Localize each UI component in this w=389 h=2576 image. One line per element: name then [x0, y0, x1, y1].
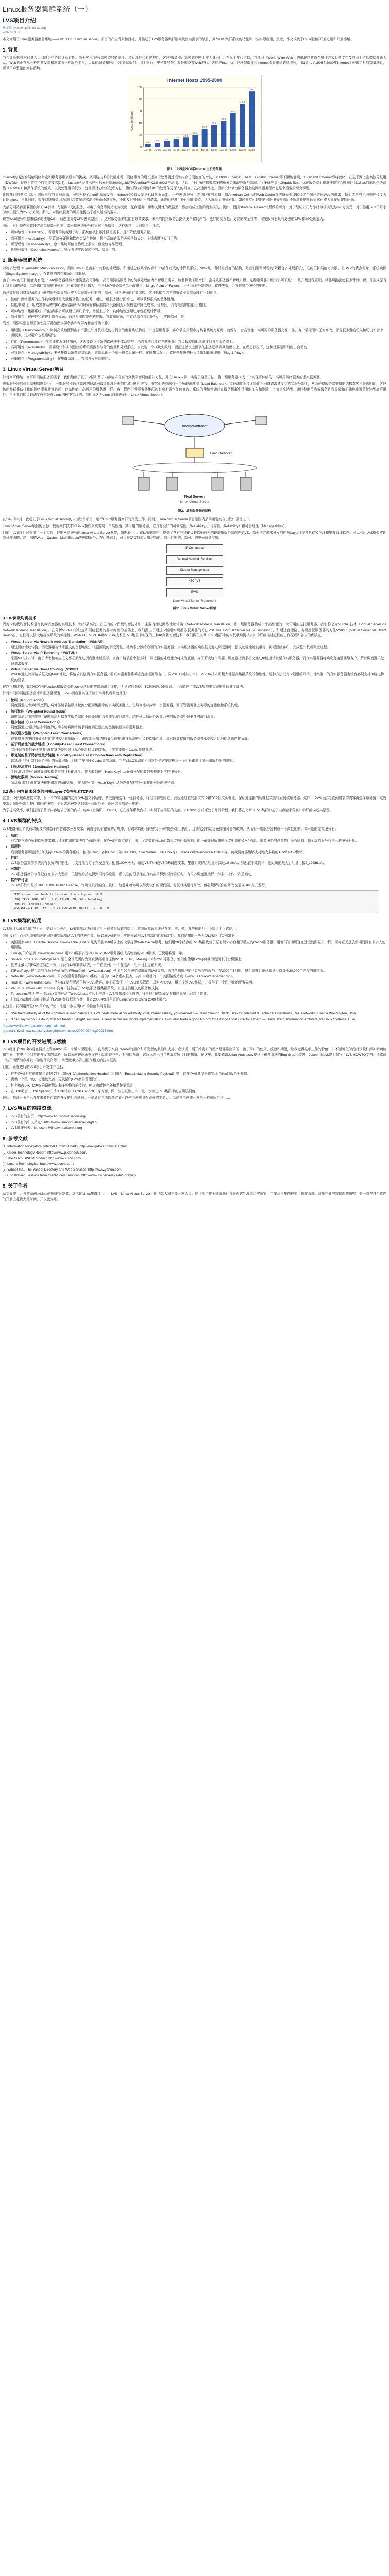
list-item: • Linux的门户站点（www.linux.com）用LVS将很多台VA Linux SMP服务器组成高性能的WEB服务，已使用将近一年。 [11, 951, 386, 956]
list-item: • 红旗Linux和中软都提供基于LVS的集群解决方案，并在2000年9月召开的Linux World China 2000上展示。 [11, 997, 386, 1003]
bar [221, 121, 226, 147]
client-icon [256, 416, 267, 425]
algo-name: 带复制的基于局部性最少链接（Locality-Based Least Connections with Replication） [11, 754, 145, 758]
figure-caption: 图2：虚拟服务器的结构 [178, 510, 211, 513]
section-heading: 8. 参考文献 [3, 1136, 28, 1142]
paragraph: 为了提高效率，我们提出了基于内容请求分发的内核Layer-7交换机KTCPVS，它在操作系统内核中实现了应用层的交换。KTCPVS目前还处于开发阶段，我们将在文章《LVS集群中基于内容请求分发》中详细描述其原理。 [3, 808, 333, 812]
architecture-diagram [110, 401, 280, 504]
feature-name: 性能 [11, 856, 18, 860]
lan-ring [133, 463, 257, 473]
reference-item: [5] Yahoo! Inc., The Yahoo! Directory and Web Services, http://www.yahoo.com/ [3, 1168, 123, 1172]
data-label: 43.2 [221, 118, 226, 121]
list-item: • 扩充IPVS对其他传输协议的支持，如AH（Authentication Header）和ESP（Encapsulating Security Payload）等，这样IPVS调度器将实现IPSec的服务器集群。 [11, 1072, 386, 1077]
list-item: • LVS项目的中文站点：http://www.linuxvirtualserver.org/zh/ [11, 1120, 386, 1125]
data-label: 6.6 [155, 140, 159, 143]
list-item: • 性能/价格比：组成集群系统的PC服务器或RISC服务器和标准网络设备因为大规模生产降低成本，价格低，具有最高的性能/价格比。 [11, 303, 386, 308]
paragraph: 在以下描述中，我们称客户的socket和服务器的socket之间的数据通讯为连接，无论它们是使用TCP还是UDP协议。下面简述当前LVS集群中实现的负载调度算法： [3, 685, 246, 689]
section-heading: 6. LVS项目的开发进展与感触 [3, 1039, 66, 1045]
list-item: • SourceForge（sourceforge.net）是在全球范围内为开发源码项目提供WEB、FTP、Mailing List和CVS等服务，他们也使用LVS将负载调度到十几台机器上。 [11, 957, 386, 962]
references [3, 1144, 386, 1178]
figure-caption: 图3：Linux Virtual Server框架 [173, 607, 216, 611]
real-server-icon [240, 477, 251, 490]
paragraph: 因为IP负载均衡技术是在负载调度器的实现技术中效率最高的。在已有的IP负载均衡技术中，主要有通过网络地址转换（Network Address Translation）将一组服务器构成一个高性能的、高可用的虚拟服务器，我们称之为VS/NAT技术（Virtual Server via Network Address Translation）。在分析VS/NAT的缺点和网络服务的非对称性的基础上，我们提出了通过IP隧道实现虚拟服务器的方法VS/TUN（Virtual Server via IP Tunneling），和通过直接路由实现虚拟服务器的方法VS/DR（Virtual Server via Direct Routing），它们可以极大地提高系统的伸缩性。VS/NAT、VS/TUN和VS/DR技术是LVS集群中实现的三种IP负载均衡技术，我们将在文章《LVS集群中的IP负载均衡技术》中详细描述它们的工作原理和各自的优缺点。 [3, 623, 386, 637]
bar [249, 91, 255, 147]
list-item [11, 844, 386, 855]
stack-layer: IP Commerce [166, 544, 223, 553]
list-item [11, 640, 386, 650]
stack-layer: Cluster Management [166, 566, 223, 575]
reference-item: [2] Gilder Technology Report, http://www.gildertech.com/ [3, 1150, 88, 1155]
data-label: 56.2 [230, 110, 235, 113]
paragraph: 由于SMP的可扩展能力有限，SMP服务器显然不能满足高可伸缩、高可用网络服务中的负载处理能力不断增长需求。随着负载不断增长，会导致服务器不断地升级。这种服务器升级有下列不足：一是升级过程繁琐，机器切换会使服务暂时中断，并造成原有计算资源的浪费；二是越往高端的服务器，所花费的代价越大；三是SMP服务器是单一故障点（Single Point of Failure），一旦该服务器或应用软件失效，会导致整个服务的中断。 [3, 279, 386, 288]
paragraph: 目前，正在进行的LVS项目开发工作包括： [3, 1065, 67, 1069]
page-title: Linux服务器集群系统（一） [3, 5, 92, 13]
internet-label: Internet/Intranet [181, 425, 208, 429]
byline [3, 26, 386, 36]
list-item: • 高可用性（Availability）：需要设计和实现很好的系统资源和故障的监测和处理系统。当发现一个模块失败时，要把这模块上提供的服务迁移到其他模块上。在理想状况下，这种迁移是即时的、自动的。 [11, 345, 386, 350]
data-label: 36.7 [211, 122, 216, 125]
ipvs-techs-list [11, 640, 386, 683]
x-tick-label: Jul 95 [154, 149, 161, 152]
cluster-pros-list [11, 297, 386, 320]
algorithms-list [11, 698, 386, 786]
paragraph: 目前，LVS项目已提供了一个实现可伸缩网络服务的Linux Virtual Server框架，如图3所示。在LVS框架中，提供了含有三种IP负载均衡技术的IP虚拟服务器软件IPVS、基于内容请求分发的内核Layer-7交换机KTCPVS和集群管理软件。可以利用LVS框架实现高可伸缩的、高可用的Web、Cache、Mail和Media等网络服务；在此基础上，可以开发支持庞大用户数的、高可伸缩的、高可用的电子商务应用。 [3, 531, 386, 540]
list-item [11, 698, 386, 708]
list-item: • VA Linux（www.valinux.com）向客户提供基于LVS的服务器集群系统，并且提供相关的服务和支持。 [11, 986, 386, 991]
list-item: • 价格有效性（Cost-effectiveness），整个系统实现是经济的、易支付的。 [11, 248, 386, 253]
x-tick-label: Jul 00 [248, 149, 255, 152]
feature-desc: 后端服务器可运行任何支持TCP/IP的操作系统，包括Linux，各种Unix（如FreeBSD、Sun Solaris、HP Unix等），Mac/OS和Windows NT/2000等。负载调度器能够支持绝大多数的TCP和UDP协议。 [11, 850, 306, 854]
list-item [11, 856, 386, 866]
algo-name: 加权最少链接（Weighted Least Connections） [11, 732, 85, 736]
data-label: 29.7 [201, 126, 207, 129]
paragraph: 针对高可伸缩、高可用网络服务的需求，我们给出了基于IP层和基于内容请求分发的负载平衡调度解决方法，并在Linux内核中实现了这些方法，将一组服务器构成一个实现可伸缩的、高可用网络服务的虚拟服务器。 [3, 376, 324, 380]
data-label: 16.1 [183, 134, 188, 138]
list-item: • 可伸缩性：集群系统中的结点数目可以增长到几千个，乃至上万个，其伸缩性远超过单台超级计算机。 [11, 309, 386, 314]
tech-desc: 通过网络地址转换，调度器重写请求报文的目标地址，根据预设的调度算法，将请求分派给后端的真实服务器；真实服务器的响应报文通过调度器时，报文的源地址被重写，再返回给客户，完成整个负载调度过程。 [11, 646, 330, 650]
list-item [11, 731, 386, 741]
y-tick-label: 80 [138, 98, 142, 101]
list-item [11, 753, 386, 764]
reference-item: [1] Information Navigators, Internet Growth Charts, http://navigators.com/stats.html [3, 1145, 127, 1149]
list-item: • 透明性（Transparency）：如何高效地使得由多个独立计算机组成的松耦合的集群系统构成一个虚拟服务器；客户端应用程序与集群系统交互时，就像与一台高性能、高可用的服务器交互一样，客户端无须作任何修改。部分服务器的切入和切出不会中断服务，这对用户也是透明的。 [11, 328, 386, 338]
link-line [225, 420, 256, 425]
bar [240, 104, 245, 147]
x-tick-label: Jan 00 [238, 149, 246, 152]
tech-name: Virtual Server via IP Tunneling（VS/TUN） [11, 651, 79, 655]
paragraph: 在1998年5月，我成立了Linux Virtual Server的自由软件项目，进行Linux服务器集群的开发工作。同时，Linux Virtual Server项目是国内最早出现的自由软件项目之一。 [3, 517, 253, 521]
list-item: • 世界上最大的PC制造商之一采用了两个LVS集群系统，一个在美洲，一个在欧洲，用于网上直销系统。 [11, 963, 386, 968]
x-tick-label: Jul 98 [210, 149, 217, 152]
data-label: 93 [250, 89, 253, 92]
data-label: 4.9 [146, 141, 150, 144]
stack-layer: General Network Services [166, 555, 223, 564]
x-tick-label: Jan 98 [200, 149, 208, 152]
bar [211, 125, 217, 147]
paragraph: LVS项目于1998年5月在网站上发布IPVS第一个版本源程序，一直得到了来自Internet的用户和开发者的鼓励和支持。应该说，刚开始发布的程序是非常简单的，由于用户的使用、反馈和期望，让我觉得这项工作的价值，并不断地化时间对该软件添加新功能和完善，其中也得到其他开发者的帮助，所以该软件逐渐发展成为功能较齐全、有用的系统，这远远超出我当初成立项目时的想象。在这里，我要感谢Julian Anastasov提供了很多系统的Bug fixes和改进，Joseph Mack博士编写了LVS HOWTO文档；还感谢一些厂商赞助我开发（如硬件设备等），和赞助我多次出国作相关的技术报告。 [3, 1048, 386, 1062]
chart-ylabel: Hosts (millions) [130, 110, 134, 132]
bar [230, 113, 235, 147]
algo-name: 轮叫（Round Robin） [11, 699, 46, 703]
paragraph: 比较热门的站点会吸引前所未有的访问流量，例如根据Yahoo的新闻发布，Yahoo已经每天发送6.25亿页面[5]。一些网络服务也收到巨额的流量，如American Online的Web Cache系统每天处理50.2亿个用户访问Web的请求，每个请求的平均响应长度为5.5Kbytes。与此同时，很多网络服务因为访问次数爆炸式地增长而不堪重负，不能及时处理用户的请求，导致用户进行长时间的等待，大大降低了服务质量。如何建立可伸缩的网络服务来满足不断增长的负载需求已成为迫在眉睫的问题。 [3, 193, 386, 202]
needs-list [11, 230, 386, 253]
paragraph: 我们没有上百台机器和高速的网络来实际测试LVS的终极性能，所以举LVS的应用实例来说明LVS的高性能和稳定性。我们所知的一些大型LVS应用实例如下： [3, 934, 238, 938]
tech-name: Virtual Server via Direct Routing（VS/DR） [11, 668, 80, 672]
section-heading: 3. Linux Virtual Server项目 [3, 366, 64, 372]
list-item [11, 742, 386, 753]
list-item [11, 765, 386, 775]
tech-name: Virtual Server via Network Address Translation（VS/NAT） [11, 640, 106, 644]
x-tick-label: Jul 97 [191, 149, 198, 152]
stack-caption: Linux Virtual Server Framework [173, 599, 216, 603]
x-tick-label: Jan 96 [163, 149, 171, 152]
subsection-heading: 3.2 基于内容请求分发的内核Layer-7交换机KTCPVS [3, 789, 94, 794]
paragraph: Internet的飞速发展给网络带宽和服务器带来巨大的挑战。从网络技术的发展来看，网络带宽的增长远高于处理器速度和内存访问速度的增长，如100M Ethernet、ATM、Gigabit Ethernet等不断地涌现，10Gigabit Ethernet即将就绪，在主干网上密集波分复用（DWDM）将成为宽带IP的主流技术[2,3]，Lucent已经推出在一根光纤跑800Gigabit的WaveStar™ OLS 800G产品[4]。所以，我们深信越来越多的瓶颈会出现在服务器端。很多研究显示Gigabit Ethernet在服务器上很难使得其吞吐率达到1Gb/s的原因是协议栈（TCP/IP）和操作系统的低效，以及处理器的低效，这需要对协议的处理方法、操作系统的调度和IO的处理作更深入的研究。在高速网络上，重新设计单台服务器上的网络服务程序也是个重要的研究课题。 [3, 176, 386, 190]
paragraph: 最后，我谈一下自己多年来做自由软件开发的几点感触。一是通过自由软件方式可以使得软件具有顽强的生命力。二是自由软件开发是一种国际合作…… [3, 1096, 230, 1100]
data-label: 12.9 [173, 136, 179, 139]
resources-list [11, 1114, 386, 1131]
tech-desc: VS/DR通过改写请求报文的MAC地址，将请求发送到真实服务器，而真实服务器将响应直接返回给客户。同VS/TUN技术一样，VS/DR技术可极大地提高集群系统的伸缩性。这种方法没有IP隧道的开销，对集群中的真实服务器也没有必须支持IP隧道协议的要求。 [11, 673, 384, 682]
quote: • "I can say without a doubt that lvs toasts F5/BigIP solutions, at least in our real world implementations. I wouldn't trade a good lvs box for a Cisco Local Director either." — Drew Streib, Information Architect, VA Linux Systems, USA [11, 1017, 386, 1022]
client-icon [123, 416, 134, 425]
bar [164, 141, 170, 147]
list-item: • 提供一个统一的、功能较完善、更灵活的LVS集群管理软件。 [11, 1077, 386, 1082]
list-item: • LVS邮件列表：lvs-users@linuxvirtualserver.org [11, 1126, 386, 1131]
list-item: • RedHat（www.redhat.com）从其6.1发行版起已包含LVS代码，他们开发了一个LVS集群管理工具叫Piranha，用于控制LVS集群，并提供了一个图形化的配置界面。 [11, 980, 386, 986]
list-item [11, 651, 386, 667]
x-tick-label: Jan 97 [181, 149, 190, 152]
algo-name: 最少链接（Least Connections） [11, 721, 62, 725]
paragraph: 在这里，再引用两位LVS用户的评论，来进一步说明LVS的性能和可靠性。 [3, 1005, 114, 1009]
publish-date: 2002 年 3 月 [3, 31, 20, 35]
quote: • "We tried virtually all of the commercial load balancers, LVS beats them all for reliability, cost, manageability, you-name-it." — Jerry Glomph Black, Director, Internet & Technical Operations, Real Networks, Seattle Washington, USA [11, 1011, 386, 1016]
load-balancer-icon [186, 448, 204, 457]
algo-desc: 调度器通过"加权轮叫"调度算法根据真实服务器的不同处理能力来调度访问请求。这样可以保证处理能力强的服务器处理更多的访问流量。 [11, 715, 217, 719]
paragraph: 当今计算机技术已进入以网络为中心的计算时期。由于客户/服务器模型的简单性、易管理性和易维护性，客户/服务器计算模式在网上被大量采用。在九十年代中期，万维网（World Wide Web）的出现以其简单操作方式将图文并茂的网上信息带给普通大众，Web也正在从一种内容发送机制成为一种服务平台，大量的服务和应用（如新闻服务、网上银行、电子商务等）都是围绕着Web进行。这促进Internet用户剧烈增长和Internet流量爆炸式地增长，图1显示了1995至2000年Internet上使用主机的数量统计，可见用户数量的增长趋势。 [3, 56, 386, 71]
page-subtitle: LVS项目介绍 [3, 17, 36, 24]
paragraph: LVS项目从成立到现在为止，受到不少关注，LVS集群系统已被应用于很多重负载的站点，就我所知该系统已在美、英、德、澳等国的几十个站点上正式使用。 [3, 927, 240, 931]
y-tick-label: 60 [138, 110, 142, 113]
algo-desc: "源地址散列"调度算法根据请求的源IP地址，作为散列键（Hash Key）从静态分配的散列表找出对应的服务器。 [11, 781, 178, 785]
code-block: IPVS connection hash table size (the Nth power of 2) [NO] IPVS: WRR, WLC, LBLC, LBLCR, DH, SH scheduling [NO] FTP protocol helper 192.168.1.1:80 rr -> 10.0.0.2:80 Route 1 0 0 [10, 890, 379, 913]
y-tick-label: 100 [137, 86, 142, 89]
list-item: • 扩充和改进KTCPVS的调度算法和多种协议的支持，使之功能较完备和系统更稳定。 [11, 1083, 386, 1089]
x-tick-label: Jan 95 [144, 149, 151, 152]
bar [183, 137, 189, 147]
hosts-chart [128, 75, 262, 162]
y-tick-label: 40 [138, 122, 142, 125]
list-item [11, 667, 386, 683]
y-tick-label: 0 [140, 145, 142, 149]
real-server-icon [166, 477, 178, 490]
bar [201, 129, 207, 146]
x-tick-label: Jan 99 [219, 149, 227, 152]
paragraph: LVS集群采用IP负载均衡技术和基于内容请求分发技术。调度器具有很好的吞吐率，将请求均衡地转移到不同的服务器上执行，且调度器自动屏蔽掉服务器的故障，从而将一组服务器构成一个高性能的、高可用的虚拟服务器。 [3, 827, 339, 831]
feature-desc: LVS服务器集群系统具有良好的伸缩性，可支持几百万个并发连接。配置100M网卡，采用VS/TUN或VS/DR调度技术，集群系统的吞吐量可高达1Gbits/s；如配置千兆网卡，则系统的最大吞吐量可接近10Gbits/s。 [11, 861, 327, 866]
algo-name: 基于局部性的最少链接（Locality-Based Least Connections） [11, 742, 107, 747]
section-heading: 4. LVS集群的特点 [3, 818, 42, 824]
paragraph: 通过高性能网络或局域网互联的服务器集群正成为实现高可伸缩的、高可用网络服务的有效结构。这种松耦合结构的服务器集群系统有下列优点： [3, 291, 220, 295]
article [3, 0, 386, 1214]
list-item: • LVS项目的主页：http://www.linuxvirtualserver.org/ [11, 1114, 386, 1120]
paragraph: 现在Web服务中越来越多地使用CGI、动态主页等CPU密集型应用，这对服务器的性能有较高要求。未来的网络服务会提供更丰富的内容、更好的交互性、更高的安全性等，需要服务器具有更强的CPU和I/O处理能力。 [3, 217, 327, 221]
list-item: • 在TCP粘合（TCP Splicing）和TCP转移（TCP Handoff）等方面，做一些尝试性工作，进一步改进LVS集群中的应用层调度。 [11, 1089, 386, 1094]
chart-title: Internet Hosts 1995-2000 [167, 77, 222, 83]
list-item: • 可编程性（Programmability）：在集群系统上，容易开发应用程序。 [11, 357, 386, 362]
author-email: (wensong@linux-vs.org) [12, 26, 46, 30]
list-item [11, 720, 386, 731]
reference-item: [4] Lucent Technologies, http://www.lucent.com/ [3, 1162, 74, 1166]
feature-name: 适用性 [11, 845, 21, 849]
list-item [11, 878, 386, 888]
feature-name: 软件许可证 [11, 878, 28, 882]
algo-name: 源地址散列（Source Hashing） [11, 776, 61, 780]
stack-layer: KTCPVS [166, 577, 223, 586]
paragraph: 当然，用服务器集群系统实现可伸缩网络服务也存在很多挑战性的工作： [3, 321, 111, 326]
section-heading: 1. 背景 [3, 47, 18, 53]
list-item: • 可伸缩性（Scalability），当服务的负载增长时，系统能被扩展来满足需求，且不降低服务质量。 [11, 230, 386, 235]
quotes-list [11, 1011, 386, 1022]
tech-desc: 采用NAT技术时，由于请求和响应报文都必须经过调度器地址重写，当客户请求越来越多时，调度器的处理能力将成为瓶颈。为了解决这个问题，调度器把请求报文通过IP隧道转发至真实服务器，而真实服务器将响应直接返回给客户，所以调度器只处理请求报文。 [11, 656, 384, 666]
paragraph: 大部分网站都需要提供每天24小时、每星期7天的服务，对电子商务等网站尤为突出，任何服务中断和关键性的数据丢失都会造成直接的商业损失。例如，根据Strategic Research所做的研究，对于经纪公司每小时停机损失为690万美元，对于信用卡公司每小时停机损失为255万美元。所以，对网络服务的可用性提出了越来越高的要求。 [3, 205, 386, 214]
algo-desc: 该算法也是针对目标IP地址的负载均衡，目前主要用于Cache集群系统。它与LBLC算法的不同之处是它要维护从一个目标IP地址到一组服务器的映射。 [11, 759, 236, 763]
paragraph: 虚拟服务器的体系结构如图2所示，一组服务器通过高速的局域网或者地理分布的广域网相互连接，在它们的前端有一个负载调度器（Load Balancer）。负载调度器能无缝地将网络请求调度到真实服务器上，从而使得服务器集群的结构对客户是透明的，客户访问集群系统提供的网络服务就像访问一台高性能、高可用的服务器一样。客户程序不受服务器集群的影响不需作任何修改。系统的伸缩性通过在服务机群中透明地加入和删除一个节点来达到，通过检测节点或服务进程故障和正确地重置系统达到高可用性。由于我们的负载调度技术是在Linux内核中实现的，我们称之为Linux虚拟服务器（Linux Virtual Server）。 [3, 382, 386, 397]
feature-desc: LVS集群软件是按GPL（GNU Public License）许可证发行的自由软件，这意味着你可以得到软件的源代码，有权对其进行修改，但必须保证你的修改也是以GPL方式发行。 [11, 884, 268, 887]
feature-desc: 有实现三种IP负载均衡技术和八种连接调度算法的IPVS软件。在IPVS内部实现上，采用了高效的Hash函数和垃圾回收机制，能正确处理所调度报文相关的ICMP消息。虚拟服务的设置数目没有限制，每个虚拟服务有自己的服务器集。 [11, 839, 359, 843]
feature-name: 可靠性 [11, 867, 21, 871]
section-heading: 7. LVS项目的网络资源 [3, 1106, 52, 1112]
figure-caption: 图1：1995至2000年Internet主机的数量 [167, 168, 222, 172]
bar [145, 144, 150, 147]
data-label: 9.5 [164, 138, 168, 141]
subsection-heading: 3.1 IP负载均衡技术 [3, 615, 37, 620]
algo-desc: 调度器通过"最少连接"调度算法动态地将网络请求调度到已建立的链接数最少的服务器上。 [11, 726, 146, 730]
mail-archive-link[interactable]: http://www.linuxvirtualserver.org/mail.html [3, 1024, 65, 1028]
paragraph: 针对不同的网络服务需求和服务器配置，IPVS调度器实现了如下八种负载调度算法： [3, 691, 129, 696]
lvs-label: Linux Virtual Server [180, 500, 209, 504]
algo-name: 加权轮叫（Weighted Round Robin） [11, 709, 69, 714]
data-label: 19.5 [192, 132, 198, 135]
real-server-icon [212, 477, 223, 490]
paragraph: Linux Virtual Server项目的目标：使用集群技术和Linux操作系统实现一个高性能、高可用的服务器，它具有很好的可伸缩性（Scalability）、可靠性（Reliability）和可管理性（Manageability）。 [3, 524, 289, 528]
author-link[interactable]: 章文嵩 [3, 26, 12, 30]
reference-item: [3] The Cisco DWDM product, http://www.cisco.com/ [3, 1156, 81, 1160]
list-item [11, 775, 386, 786]
balancer-label: Load Balancer [210, 452, 232, 456]
algo-desc: 在集群系统中的服务器性能差异较大的情况下，调度器采用"加权最少链接"调度算法优化负载均衡性能，具有较高权值的服务器将承受较大比例的活动连接负载。 [11, 737, 251, 741]
list-item [11, 709, 386, 720]
figure-virtual-server [3, 401, 386, 506]
list-item: • 性能（Performance）：性能要接近线性加速，这需要设计很好的软硬件的体系结构，消除系统可能存在的瓶颈。将负载较均衡地调度到各台服务器上。 [11, 340, 386, 345]
figure-internet-hosts [3, 75, 386, 164]
real-servers-label: Real Servers [184, 495, 205, 499]
progress-list [11, 1072, 386, 1094]
data-label: 72.4 [240, 100, 245, 104]
features-list [11, 834, 386, 888]
feature-desc: LVS服务器集群软件已经在很多大型的、关键性的站点得到很好的应用，所以它的可靠性在真实应用得到很好的证实。有很多调度器运行一年多，未作一次重启动。 [11, 872, 255, 876]
algo-desc: "目标地址散列"调度算法根据请求的目标IP地址，作为散列键（Hash Key）从静态分配的散列表找出对应的服务器。 [11, 770, 184, 774]
paragraph: 对称多处理（Symmetric Multi-Processor，简称SMP）是由多个对称的处理器、和通过总线共享内存和I/O部件组成的计算机系统。SMP是一种低并行度的结构，是我们通常所说的"紧耦合多处理系统"，它的可扩展能力有限，但SMP的优点是单一系统映像（Single System Image），有共享的内存和I/O，易编程。 [3, 267, 386, 276]
paragraph: 在基于IP负载调度技术中，当一个TCP连接的初始SYN报文到达时，调度器就选择一台服务器，将报文转发给它。此后通过查发报文的IP和TCP报文头地址，保证此连接的后继报文被转发到该服务器。这样，IPVS无法检查到请求的内容再选择服务器，这就要求后端服务器组提供相同的服务，不管请求被发送到哪一台服务器，返回结果都是一样的。 [3, 796, 386, 806]
algo-desc: 调度器通过"轮叫"调度算法将外部请求按顺序轮流分配到集群中的真实服务器上，它均等地对待每一台服务器，而不管服务器上实际的连接数和系统负载。 [11, 704, 241, 708]
list-item [11, 867, 386, 877]
figure-framework [3, 544, 386, 604]
list-item: • 以RealPlayer提供音频视频服务而闻名的Real公司（www.real.com）使用由20台服务器组成的LVS集群，为其全球用户提供音频视频服务。在2000年3月时，整个集群系统已收到平均每秒20,000个连接的请求流。 [11, 969, 386, 974]
author-bio: 章文嵩博士，开放源码及Linux内核的开发者，著名的Linux集群项目——LVS（Linux Virtual Server）的创始人和主要开发人员。他目前工作于国家并行与分布式处理重点实验室，主要从事集群技术、操作系统、对象存储与数据库的研究。他一直在自由软件的开发上花费大量时间，并以此为乐。 [3, 1192, 386, 1201]
bar [173, 139, 179, 147]
list-item: • 可管理性（Manageability）：要使集群系统变得易管理，就像管理一个单一映像系统一样。在理想状况下，软硬件模块的插入能做到即插即用（Plug & Play）。 [11, 351, 386, 356]
section-heading: 2. 服务器集群系统 [3, 258, 43, 264]
list-item [11, 834, 386, 844]
reference-item: [6] Eric Brewer, Lessons from Giant-Scale Services, http://www.cs.berkeley.edu/~brewer/ [3, 1174, 136, 1178]
real-server-icon [138, 477, 149, 490]
abstract: 本文介绍了Linux服务器集群系统——LVS（Linux Virtual Server）项目的产生背景和目标，并描述了LVS服务器集群框架及目前提供的软件，列举LVS集群系统的特性和一些实际应用，最后，本文谈及了LVS项目的开发进展和开发感触。 [3, 38, 354, 42]
link-line [134, 420, 165, 425]
list-item: • TurboLinux的"世界一流Linux集群产品"TurboCluster实际上是基于LVS的想法和代码的，只是他们在新闻发布和产品演示时忘了致谢。 [11, 992, 386, 997]
list-item: • 高可用性：在硬件和软件上都有冗余，通过检测软硬件的故障，将故障屏蔽，由存活结点提供服务，可实现高可用性。 [11, 315, 386, 320]
list-item: • 高可用性（Availability），尽管部分硬件和软件会发生故障，整个系统的服务必须是每天24小时每星期7天可用的。 [11, 236, 386, 242]
algo-name: 目标地址散列（Destination Hashing） [11, 765, 71, 769]
stack-layer: IPVS [166, 588, 223, 597]
feature-name: 功能 [11, 834, 18, 838]
algo-desc: "基于局部性的最少链接"调度算法是针对目标IP地址的负载均衡，目前主要用于Cache集群系统。 [11, 748, 156, 752]
section-heading: 9. 关于作者 [3, 1183, 28, 1189]
bar [192, 135, 198, 147]
mail-archive-link[interactable]: http://archive.linuxvirtualserver.org/html/lvs-users/2000-07/msg00215.html [3, 1029, 114, 1033]
y-tick-label: 20 [138, 133, 142, 137]
list-item: • 可管理性（Manageability），整个系统可能在物理上很大，但应该容易管理。 [11, 242, 386, 247]
list-item: • NetWalk（www.netwalk.com）用多台服务器构造LVS系统，提供1024个虚拟服务，其中本项目的一个美国镜像站点（www.us.linuxvirtualserver.org）。 [11, 974, 386, 979]
challenges-list [11, 328, 386, 362]
x-tick-label: Jul 99 [229, 149, 236, 152]
paragraph: 因此，对用硬件和软件方法实现高可伸缩、高可用网络服务的需求不断增长，这种需求可以归结以下几点： [3, 224, 162, 228]
framework-stack [166, 544, 223, 597]
list-item: • 性能：网络服务的工作负载通常是大量相互独立的任务，通过一组服务器分而治之，可以获得很高的整体性能。 [11, 297, 386, 302]
section-heading: 5. LVS集群的应用 [3, 918, 42, 924]
x-tick-label: Jul 96 [173, 149, 180, 152]
apps-list [11, 940, 386, 1003]
list-item: • 英国国家JANET Cache Service（wwwcache.ja.net）是为英国150所以上的大学提供Web Cache服务。他们用28个结点的LVS集群代替了原有现50多台相互独立的Cache服务器，用他们的话说现在速度就跟夏天一样，因为夏天是放假期间没有很多人使用网络。 [11, 940, 386, 951]
bar [155, 143, 160, 147]
